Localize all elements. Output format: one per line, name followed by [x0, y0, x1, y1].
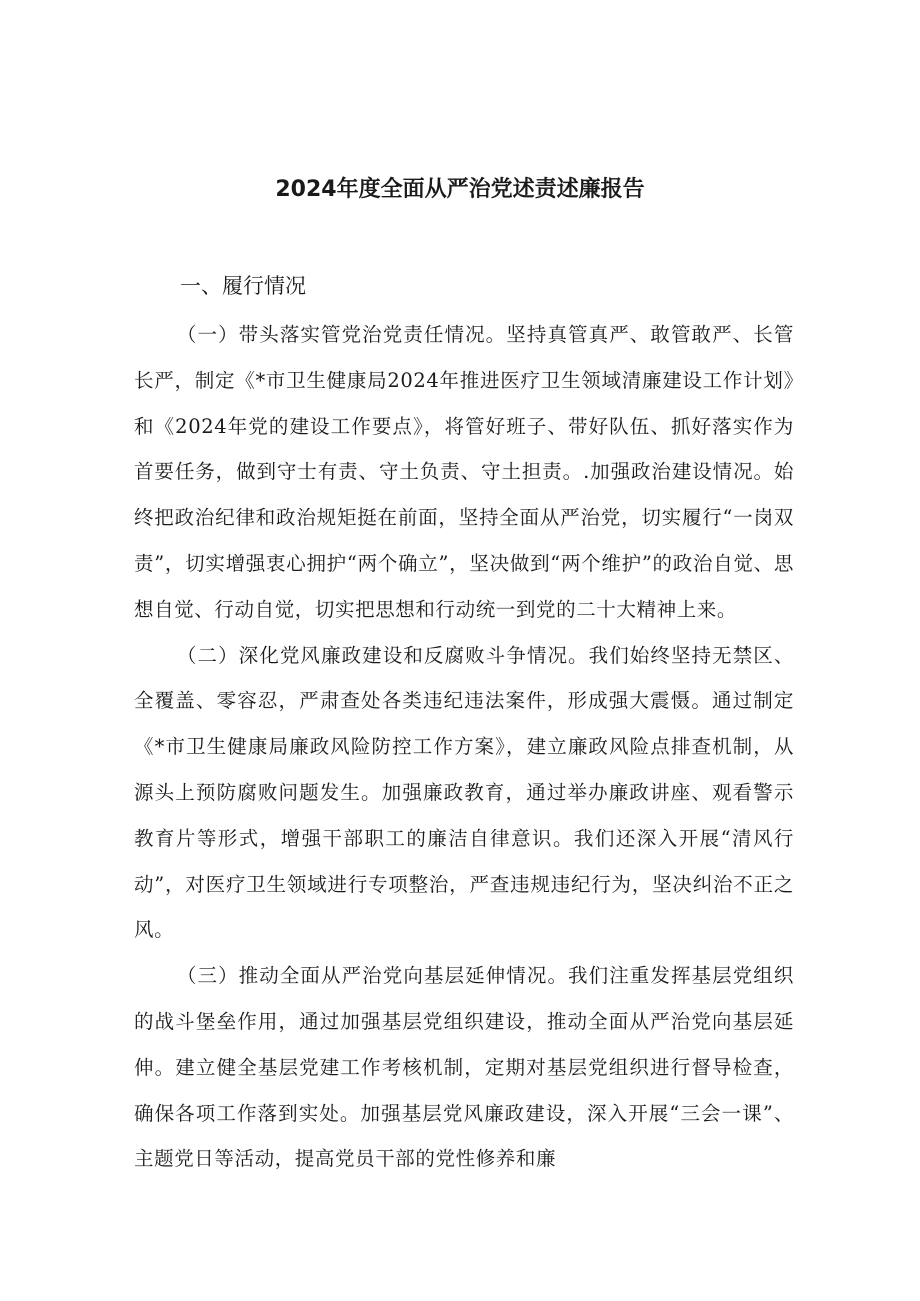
document-title: 2024年度全面从严治党述责述廉报告	[275, 177, 645, 202]
paragraph-2: （二）深化党风廉政建设和反腐败斗争情况。我们始终坚持无禁区、全覆盖、零容忍，严肃查处各类违纪违法案件，形成强大震慑。通过制定《*市卫生健康局廉政风险防控工作方案》，建立廉政风险点排查机制，从源头上预防腐败问题发生。加强廉政教育，通过举办廉政讲座、观看警示教育片等形式，增强干部职工的廉洁自律意识。我们还深入开展“清风行动”，对医疗卫生领域进行专项整治，严查违规违纪行为，坚决纠治不正之风。	[134, 643, 794, 942]
document-body	[134, 312, 794, 1182]
paragraph-1: （一）带头落实管党治党责任情况。坚持真管真严、敢管敢严、长管长严，制定《*市卫生健康局2024年推进医疗卫生领域清廉建设工作计划》和《2024年党的建设工作要点》，将管好班子、带好队伍、抓好落实作为首要任务，做到守士有责、守土负责、守土担责。.加强政治建设情况。始终把政治纪律和政治规矩挺在前面，坚持全面从严治党，切实履行“一岗双责”，切实增强衷心拥护“两个确立”，坚决做到“两个维护”的政治自觉、思想自觉、行动自觉，切实把思想和行动统一到党的二十大精神上来。	[134, 323, 794, 621]
section-heading: 一、履行情况	[180, 274, 306, 298]
paragraph-3: （三）推动全面从严治党向基层延伸情况。我们注重发挥基层党组织的战斗堡垒作用，通过加强基层党组织建设，推动全面从严治党向基层延伸。建立健全基层党建工作考核机制，定期对基层党组织进行督导检查，确保各项工作落到实处。加强基层党风廉政建设，深入开展“三会一课”、主题党日等活动，提高党员干部的党性修养和廉	[134, 964, 794, 1171]
